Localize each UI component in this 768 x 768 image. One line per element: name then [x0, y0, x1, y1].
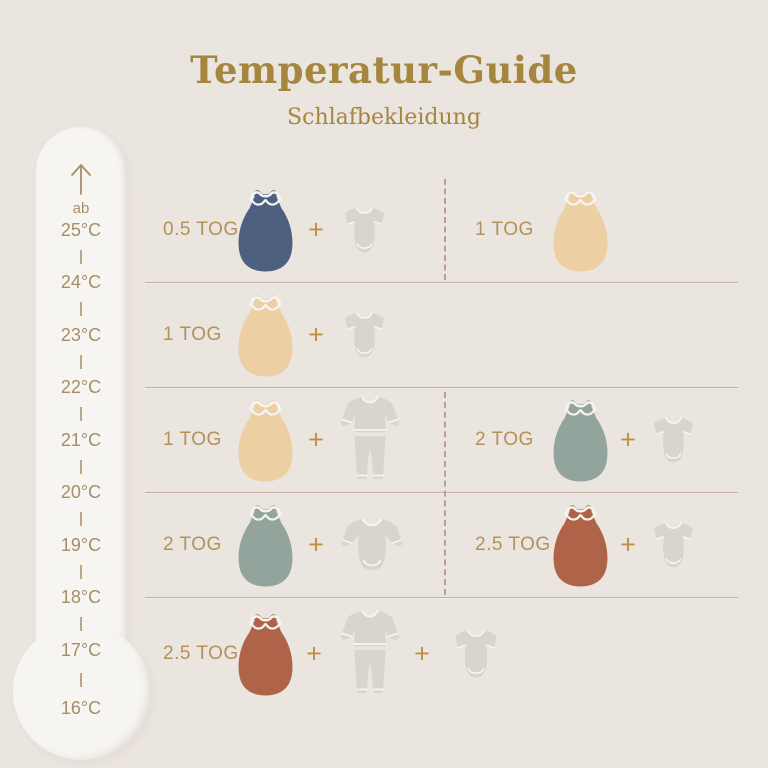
- temperature-label: 17°C: [60, 640, 102, 660]
- tog-label: 1 TOG: [475, 219, 534, 240]
- short-sleeve-bodysuit-icon: [341, 205, 388, 255]
- plus-icon: +: [308, 529, 324, 560]
- scale-tick: [80, 355, 82, 369]
- page-subtitle: Schlafbekleidung: [287, 105, 481, 130]
- temperature-label: 22°C: [60, 377, 102, 397]
- tog-label: 1 TOG: [163, 429, 222, 450]
- plus-icon: +: [620, 424, 636, 455]
- up-arrow-icon: [68, 160, 94, 196]
- sleeping-bag-icon: [552, 398, 609, 482]
- scale-tick: [80, 673, 82, 687]
- scale-tick: [80, 407, 82, 421]
- sleeping-bag-icon: [237, 293, 294, 377]
- page-title: Temperatur-Guide: [190, 48, 578, 92]
- scale-tick: [80, 565, 82, 579]
- temperature-label: 19°C: [60, 535, 102, 555]
- temperature-prefix: ab: [72, 200, 90, 217]
- tog-label: 2 TOG: [475, 429, 534, 450]
- short-sleeve-bodysuit-icon: [650, 520, 697, 570]
- pajamas-icon: [338, 608, 402, 700]
- temperature-label: 25°C: [60, 220, 102, 240]
- scale-tick: [80, 617, 82, 631]
- temperature-label: 21°C: [60, 430, 102, 450]
- guide-row-5: [145, 598, 741, 710]
- plus-icon: +: [308, 214, 324, 245]
- guide-row-1: [145, 178, 741, 282]
- plus-icon: +: [308, 424, 324, 455]
- short-sleeve-bodysuit-icon: [451, 628, 501, 681]
- pajamas-icon: [338, 394, 402, 486]
- scale-tick: [80, 302, 82, 316]
- guide-row-4: [145, 493, 741, 597]
- sleeping-bag-icon: [237, 612, 294, 696]
- short-sleeve-bodysuit-icon: [650, 415, 697, 465]
- temperature-label: 16°C: [60, 698, 102, 718]
- plus-icon: +: [414, 638, 430, 669]
- temperature-label: 18°C: [60, 587, 102, 607]
- temperature-label: 24°C: [60, 272, 102, 292]
- sleeping-bag-icon: [552, 188, 609, 272]
- sleeping-bag-icon: [552, 503, 609, 587]
- tog-label: 2 TOG: [163, 534, 222, 555]
- tog-label: 1 TOG: [163, 324, 222, 345]
- temperature-label: 20°C: [60, 482, 102, 502]
- guide-row-3: [145, 388, 741, 492]
- guide-row-2: [145, 283, 741, 387]
- sleeping-bag-icon: [237, 503, 294, 587]
- plus-icon: +: [306, 638, 322, 669]
- tog-label: 0.5 TOG: [163, 219, 239, 240]
- tog-label: 2.5 TOG: [475, 534, 551, 555]
- scale-tick: [80, 250, 82, 264]
- long-sleeve-bodysuit-icon: [339, 516, 405, 575]
- scale-tick: [80, 512, 82, 526]
- sleeping-bag-icon: [237, 188, 294, 272]
- short-sleeve-bodysuit-icon: [341, 310, 388, 360]
- scale-tick: [80, 460, 82, 474]
- plus-icon: +: [308, 319, 324, 350]
- tog-label: 2.5 TOG: [163, 643, 239, 664]
- temperature-label: 23°C: [60, 325, 102, 345]
- sleeping-bag-icon: [237, 398, 294, 482]
- plus-icon: +: [620, 529, 636, 560]
